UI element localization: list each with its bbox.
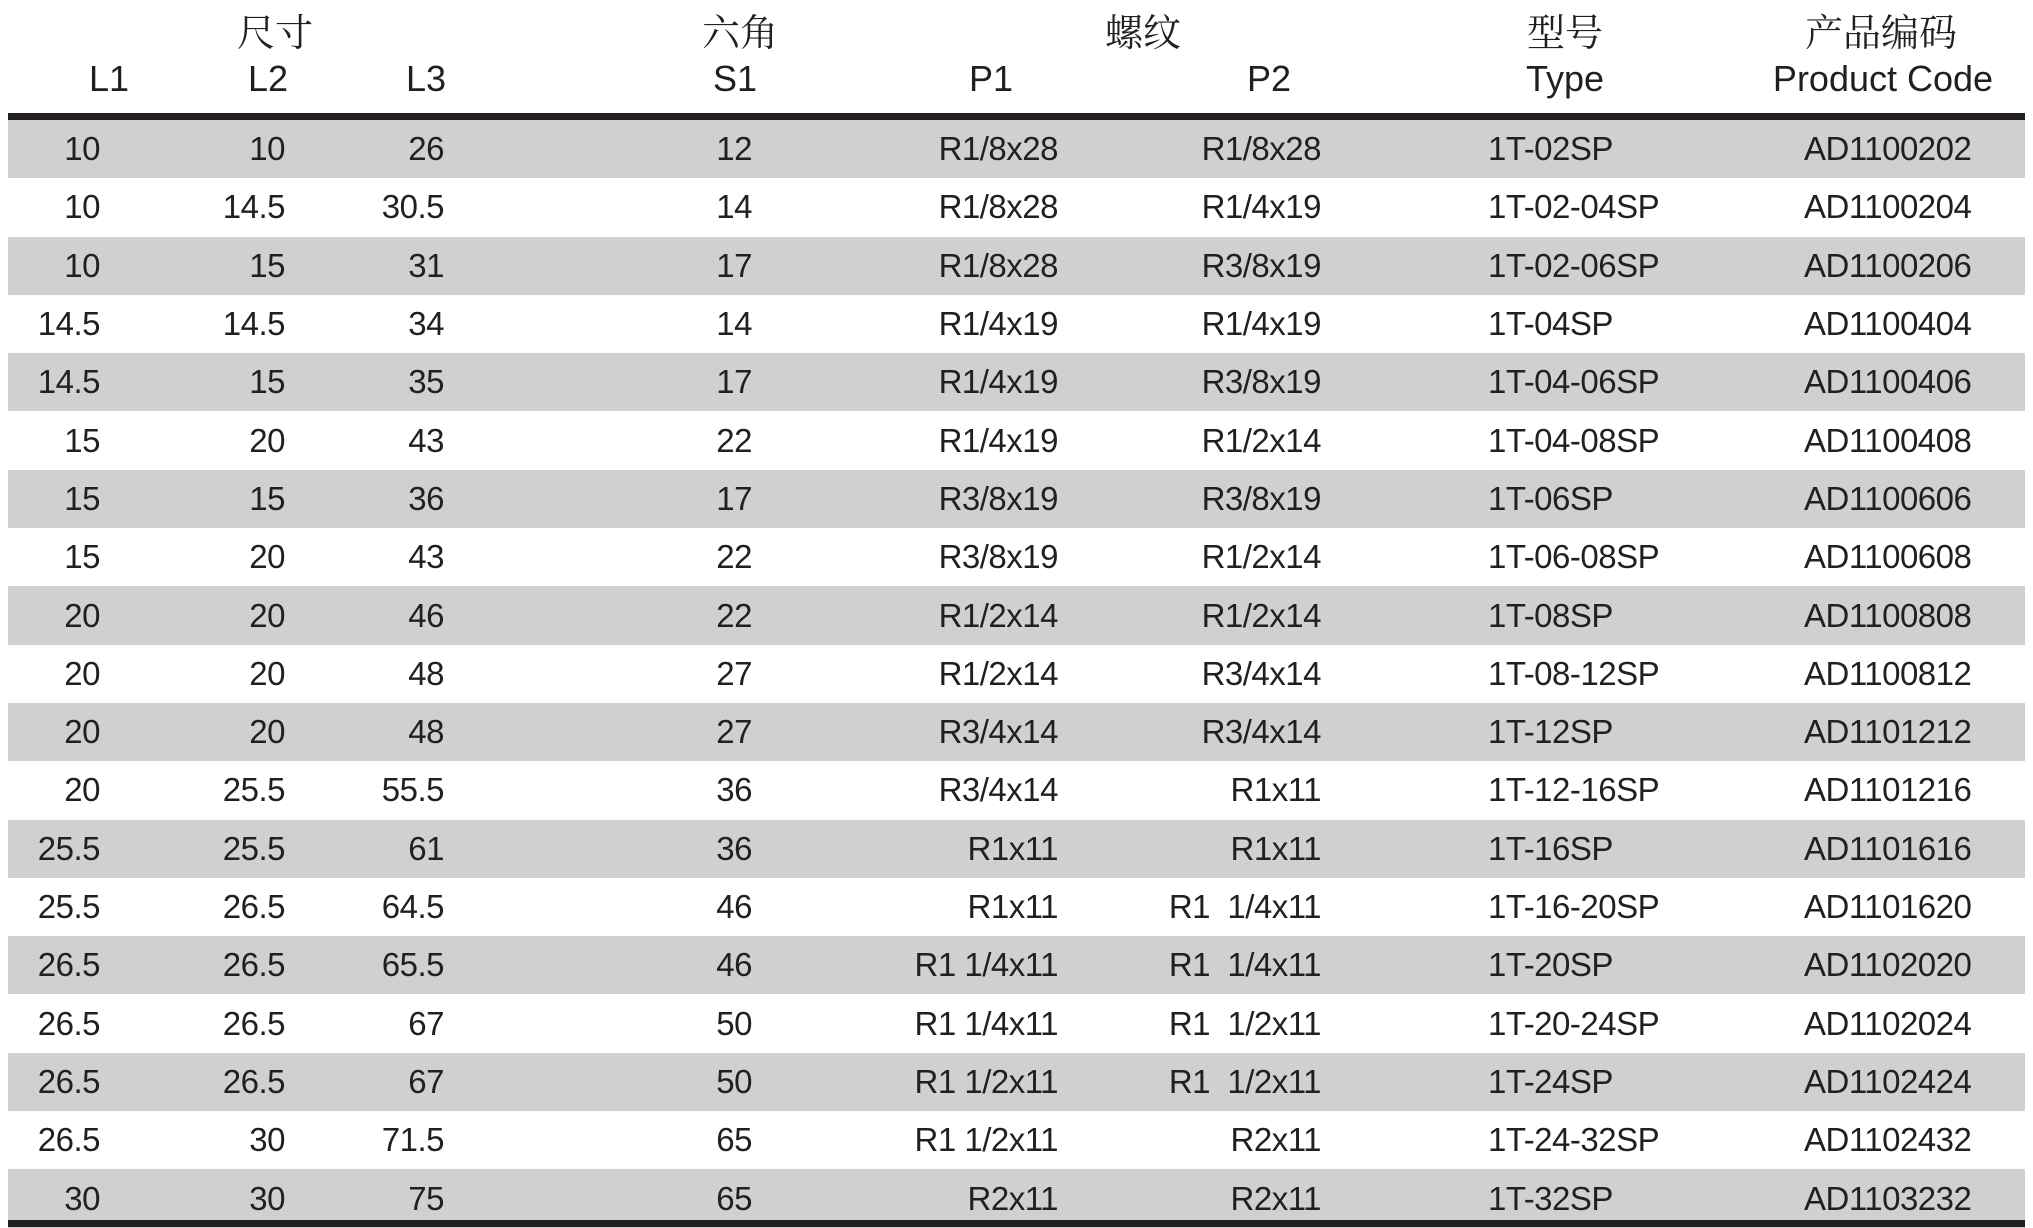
cell-l2: 15: [249, 246, 285, 284]
cell-code: AD1102432: [1804, 1121, 1972, 1159]
table-row: [8, 761, 2025, 819]
cell-code: AD1100206: [1804, 246, 1972, 284]
cell-l3: 75: [408, 1179, 444, 1217]
cell-p1: R2x11: [967, 1179, 1058, 1217]
cell-p1: R1/4x19: [938, 363, 1058, 401]
cell-l2: 25.5: [222, 829, 285, 867]
cell-type: 1T-02-04SP: [1488, 188, 1660, 226]
cell-l1: 15: [64, 479, 100, 517]
table-bottom-rule: [8, 1220, 2025, 1227]
cell-p2: R1/2x14: [1201, 538, 1321, 576]
cell-p2: R3/8x19: [1201, 479, 1321, 517]
cell-l2: 20: [249, 538, 285, 576]
cell-p1: R3/8x19: [938, 479, 1058, 517]
group-header-code: 产品编码: [1804, 13, 1958, 55]
cell-s1: 17: [716, 363, 752, 401]
cell-code: AD1100606: [1804, 479, 1972, 517]
cell-type: 1T-24-32SP: [1488, 1121, 1660, 1159]
table-row: [8, 470, 2025, 528]
cell-s1: 65: [716, 1121, 752, 1159]
cell-p1: R1/8x28: [938, 246, 1058, 284]
cell-code: AD1103232: [1804, 1179, 1972, 1217]
cell-code: AD1100204: [1804, 188, 1972, 226]
cell-p1: R1x11: [967, 829, 1058, 867]
cell-l1: 10: [64, 130, 100, 168]
cell-l2: 10: [249, 130, 285, 168]
cell-type: 1T-04SP: [1488, 305, 1613, 343]
table-row: [8, 1169, 2025, 1227]
cell-p1: R1 1/4x11: [914, 946, 1058, 984]
cell-p1: R1/4x19: [938, 421, 1058, 459]
table-row: [8, 528, 2025, 586]
cell-code: AD1100406: [1804, 363, 1972, 401]
cell-type: 1T-04-08SP: [1488, 421, 1660, 459]
table-row: [8, 120, 2025, 178]
cell-l3: 71.5: [381, 1121, 444, 1159]
cell-s1: 22: [716, 596, 752, 634]
cell-p1: R1/8x28: [938, 130, 1058, 168]
cell-p2: R1 1/4x11: [1168, 946, 1321, 984]
cell-l3: 43: [408, 538, 444, 576]
table-row: [8, 936, 2025, 994]
cell-s1: 12: [716, 130, 752, 168]
cell-l3: 65.5: [381, 946, 444, 984]
cell-type: 1T-16-20SP: [1488, 888, 1660, 926]
cell-s1: 50: [716, 1004, 752, 1042]
table-row: [8, 1111, 2025, 1169]
cell-s1: 46: [716, 946, 752, 984]
table-row: [8, 995, 2025, 1053]
table-row: [8, 586, 2025, 644]
cell-l2: 30: [249, 1121, 285, 1159]
column-header-p2: P2: [1246, 58, 1292, 99]
cell-s1: 14: [716, 305, 752, 343]
cell-type: 1T-16SP: [1488, 829, 1613, 867]
cell-p2: R1/2x14: [1201, 421, 1321, 459]
cell-l3: 64.5: [381, 888, 444, 926]
cell-l2: 26.5: [222, 946, 285, 984]
cell-type: 1T-20-24SP: [1488, 1004, 1660, 1042]
cell-l1: 20: [64, 654, 100, 692]
cell-l1: 15: [64, 421, 100, 459]
cell-code: AD1100404: [1804, 305, 1972, 343]
cell-s1: 17: [716, 479, 752, 517]
cell-p2: R3/4x14: [1201, 654, 1321, 692]
cell-l1: 26.5: [37, 1121, 100, 1159]
cell-p1: R1/8x28: [938, 188, 1058, 226]
cell-s1: 50: [716, 1062, 752, 1100]
cell-l1: 26.5: [37, 946, 100, 984]
cell-l3: 48: [408, 713, 444, 751]
cell-l1: 26.5: [37, 1062, 100, 1100]
cell-s1: 36: [716, 771, 752, 809]
column-header-l1: L1: [88, 58, 130, 99]
cell-l1: 26.5: [37, 1004, 100, 1042]
cell-s1: 27: [716, 654, 752, 692]
cell-p2: R1/8x28: [1201, 130, 1321, 168]
table-row: [8, 703, 2025, 761]
cell-p2: R1x11: [1230, 829, 1321, 867]
column-header-type: Type: [1525, 58, 1605, 99]
cell-code: AD1102020: [1804, 946, 1972, 984]
cell-p2: R1/2x14: [1201, 596, 1321, 634]
column-header-s1: S1: [712, 58, 758, 99]
cell-code: AD1101212: [1804, 713, 1972, 751]
cell-p2: R1 1/4x11: [1168, 888, 1321, 926]
column-header-l2: L2: [247, 58, 289, 99]
cell-l1: 25.5: [37, 888, 100, 926]
column-header-p1: P1: [968, 58, 1014, 99]
cell-p1: R1 1/4x11: [914, 1004, 1058, 1042]
cell-s1: 27: [716, 713, 752, 751]
cell-l2: 26.5: [222, 1062, 285, 1100]
cell-p1: R3/4x14: [938, 771, 1058, 809]
cell-l2: 20: [249, 654, 285, 692]
table-row: [8, 353, 2025, 411]
cell-l3: 67: [408, 1062, 444, 1100]
cell-type: 1T-12SP: [1488, 713, 1613, 751]
cell-l3: 35: [408, 363, 444, 401]
group-header-hex: 六角: [701, 13, 779, 55]
table-row: [8, 178, 2025, 236]
cell-l3: 48: [408, 654, 444, 692]
cell-code: AD1102424: [1804, 1062, 1972, 1100]
cell-p2: R1 1/2x11: [1168, 1062, 1321, 1100]
cell-l1: 14.5: [37, 363, 100, 401]
cell-l1: 20: [64, 596, 100, 634]
cell-s1: 46: [716, 888, 752, 926]
cell-p1: R1/2x14: [938, 654, 1058, 692]
cell-l3: 34: [408, 305, 444, 343]
cell-s1: 65: [716, 1179, 752, 1217]
cell-l3: 26: [408, 130, 444, 168]
cell-l2: 20: [249, 596, 285, 634]
table-row: [8, 412, 2025, 470]
cell-p1: R1 1/2x11: [914, 1121, 1058, 1159]
cell-l3: 36: [408, 479, 444, 517]
cell-l2: 20: [249, 421, 285, 459]
cell-s1: 17: [716, 246, 752, 284]
table-row: [8, 1053, 2025, 1111]
cell-s1: 36: [716, 829, 752, 867]
cell-l1: 30: [64, 1179, 100, 1217]
cell-p2: R1 1/2x11: [1168, 1004, 1321, 1042]
cell-l1: 15: [64, 538, 100, 576]
table-row: [8, 645, 2025, 703]
table-row: [8, 820, 2025, 878]
cell-p1: R3/4x14: [938, 713, 1058, 751]
cell-code: AD1101216: [1804, 771, 1972, 809]
cell-type: 1T-02-06SP: [1488, 246, 1660, 284]
cell-p2: R3/8x19: [1201, 246, 1321, 284]
cell-l3: 46: [408, 596, 444, 634]
table-row: [8, 295, 2025, 353]
cell-s1: 14: [716, 188, 752, 226]
cell-l1: 25.5: [37, 829, 100, 867]
cell-l3: 55.5: [381, 771, 444, 809]
cell-l1: 20: [64, 713, 100, 751]
cell-p2: R3/4x14: [1201, 713, 1321, 751]
table-row: [8, 878, 2025, 936]
cell-type: 1T-20SP: [1488, 946, 1613, 984]
cell-code: AD1100808: [1804, 596, 1972, 634]
cell-l3: 43: [408, 421, 444, 459]
cell-p1: R1/2x14: [938, 596, 1058, 634]
cell-code: AD1100812: [1804, 654, 1972, 692]
cell-type: 1T-12-16SP: [1488, 771, 1660, 809]
cell-type: 1T-06-08SP: [1488, 538, 1660, 576]
cell-type: 1T-08SP: [1488, 596, 1613, 634]
cell-s1: 22: [716, 421, 752, 459]
header-divider: [8, 113, 2025, 120]
cell-p2: R1/4x19: [1201, 305, 1321, 343]
cell-l1: 10: [64, 188, 100, 226]
cell-l2: 15: [249, 363, 285, 401]
column-header-code: Product Code: [1772, 58, 1994, 99]
cell-l1: 10: [64, 246, 100, 284]
cell-s1: 22: [716, 538, 752, 576]
cell-code: AD1100202: [1804, 130, 1972, 168]
cell-code: AD1101616: [1804, 829, 1972, 867]
cell-p2: R1x11: [1230, 771, 1321, 809]
cell-l2: 25.5: [222, 771, 285, 809]
cell-code: AD1101620: [1804, 888, 1972, 926]
cell-code: AD1100408: [1804, 421, 1972, 459]
column-header-l3: L3: [405, 58, 447, 99]
cell-l1: 14.5: [37, 305, 100, 343]
table-row: [8, 237, 2025, 295]
cell-type: 1T-06SP: [1488, 479, 1613, 517]
cell-type: 1T-04-06SP: [1488, 363, 1660, 401]
cell-p1: R1/4x19: [938, 305, 1058, 343]
cell-l2: 14.5: [222, 305, 285, 343]
cell-l2: 20: [249, 713, 285, 751]
cell-l2: 30: [249, 1179, 285, 1217]
cell-type: 1T-08-12SP: [1488, 654, 1660, 692]
cell-p2: R2x11: [1230, 1121, 1321, 1159]
group-header-thread: 螺纹: [1104, 13, 1182, 55]
cell-p2: R1/4x19: [1201, 188, 1321, 226]
cell-l3: 31: [408, 246, 444, 284]
cell-type: 1T-24SP: [1488, 1062, 1613, 1100]
cell-l3: 61: [408, 829, 444, 867]
cell-l1: 20: [64, 771, 100, 809]
cell-p2: R3/8x19: [1201, 363, 1321, 401]
cell-l2: 26.5: [222, 1004, 285, 1042]
group-header-type: 型号: [1526, 13, 1604, 55]
cell-code: AD1102024: [1804, 1004, 1972, 1042]
cell-type: 1T-32SP: [1488, 1179, 1613, 1217]
cell-code: AD1100608: [1804, 538, 1972, 576]
cell-p1: R1 1/2x11: [914, 1062, 1058, 1100]
cell-l2: 15: [249, 479, 285, 517]
cell-p1: R3/8x19: [938, 538, 1058, 576]
cell-l3: 30.5: [381, 188, 444, 226]
cell-type: 1T-02SP: [1488, 130, 1613, 168]
cell-l2: 26.5: [222, 888, 285, 926]
cell-p1: R1x11: [967, 888, 1058, 926]
cell-p2: R2x11: [1230, 1179, 1321, 1217]
group-header-size: 尺寸: [236, 13, 314, 55]
cell-l3: 67: [408, 1004, 444, 1042]
cell-l2: 14.5: [222, 188, 285, 226]
